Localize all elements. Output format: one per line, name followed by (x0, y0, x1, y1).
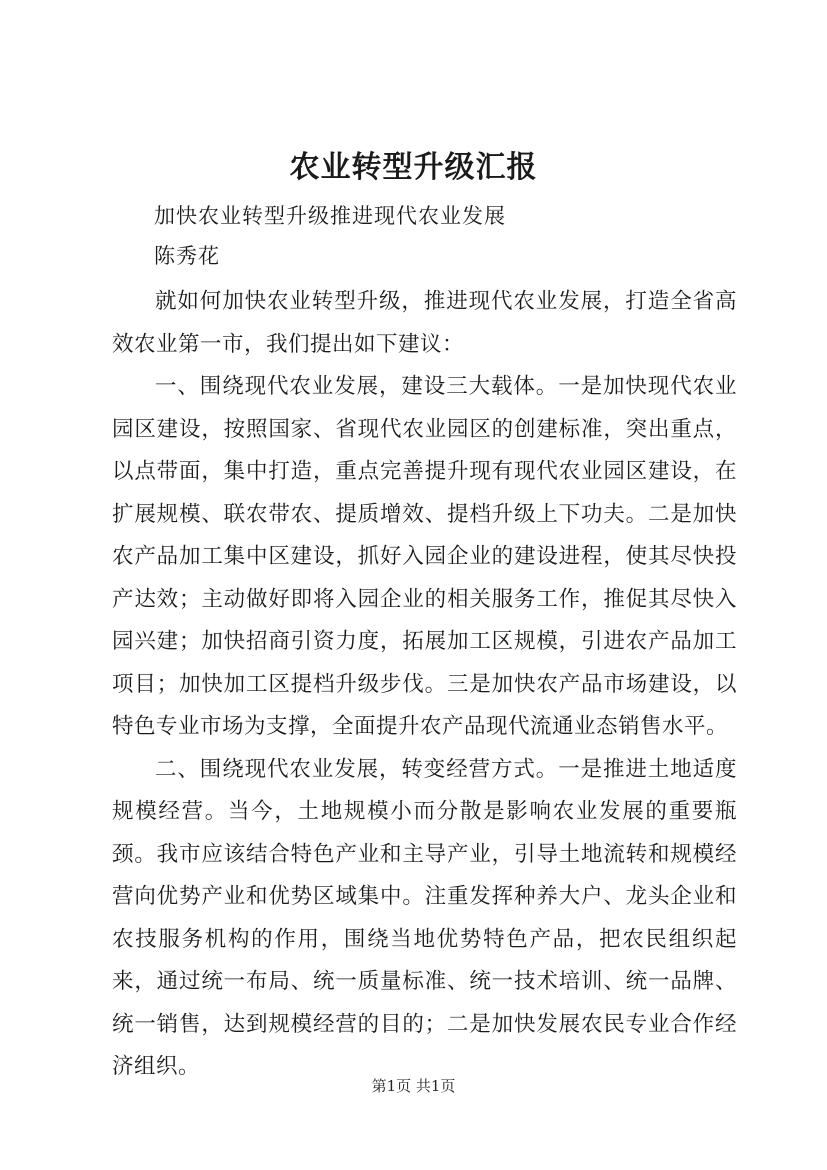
paragraph-section-two: 二、围绕现代农业发展，转变经营方式。一是推进土地适度规模经营。当今，土地规模小而分散是影响农业发展的重要瓶颈。我市应该结合特色产业和主导产业，引导土地流转和规模经营向优势产业和优势区域集中。注重发挥种养大户、龙头企业和农技服务机构的作用，围绕当地优势特色产品，把农民组织起来，通过统一布局、统一质量标准、统一技术培训、统一品牌、统一销售，达到规模经营的目的；二是加快发展农民专业合作经济组织。 (112, 756, 737, 1079)
document-body (112, 196, 737, 1089)
document-title: 农业转型升级汇报 (289, 150, 538, 185)
document-author: 陈秀花 (154, 244, 220, 268)
document-subtitle: 加快农业转型升级推进现代农业发展 (154, 204, 506, 228)
paragraph-section-one: 一、围绕现代农业发展，建设三大载体。一是加快现代农业园区建设，按照国家、省现代农业园区的创建标准，突出重点，以点带面，集中打造，重点完善提升现有现代农业园区建设，在扩展规模、联农带农、提质增效、提档升级上下功夫。二是加快农产品加工集中区建设，抓好入园企业的建设进程，使其尽快投产达效；主动做好即将入园企业的相关服务工作，推促其尽快入园兴建；加快招商引资力度，拓展加工区规模，引进农产品加工项目；加快加工区提档升级步伐。三是加快农产品市场建设，以特色专业市场为支撑，全面提升农产品现代流通业态销售水平。 (112, 374, 737, 739)
paragraph-intro: 就如何加快农业转型升级，推进现代农业发展，打造全省高效农业第一市，我们提出如下建议： (112, 289, 737, 357)
page-number-footer: 第1页 共1页 (371, 1077, 456, 1095)
